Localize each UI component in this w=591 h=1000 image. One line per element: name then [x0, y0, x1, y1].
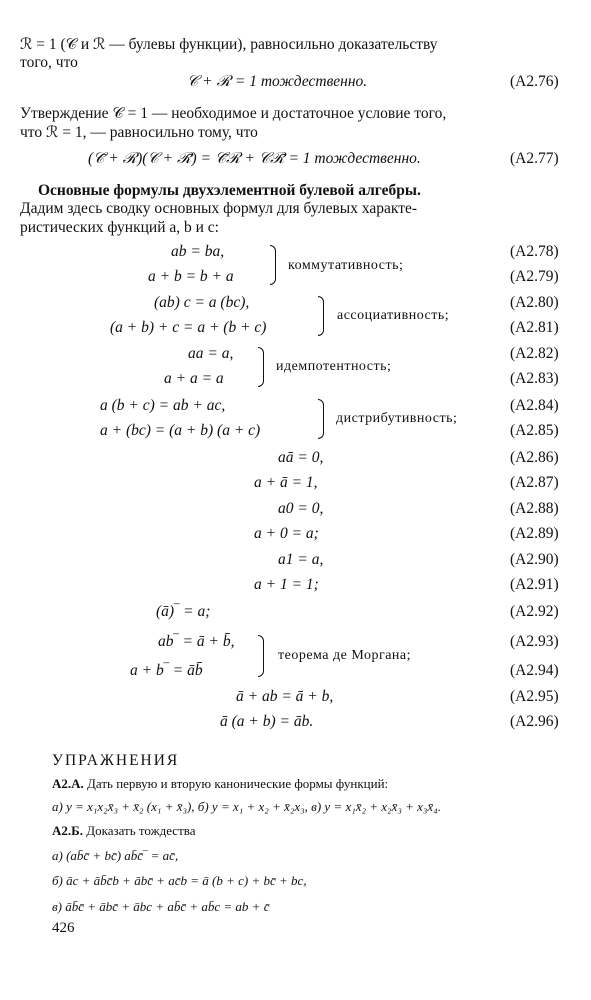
- exercise-a-number: A2.А.: [52, 776, 84, 791]
- label-distributivity: дистрибутивность;: [336, 411, 458, 426]
- equation-number: (A2.76): [510, 73, 559, 90]
- exercise-b-item-3: в) āb̄c̄ + ābc̄ + ābc + ab̄c̄ + ab̄c = ab + c̄: [52, 899, 270, 914]
- formula: aā = 0,: [278, 449, 324, 466]
- equation-number: (A2.86): [510, 449, 559, 466]
- equation-number: (A2.93): [510, 633, 559, 650]
- exercise-a-items: а) y = x₁x₂x̄₃ + x̄₂ (x₁ + x̄₃), б) y = x₁ + x₂ + x̄₂x₃, в) y = x₁x̄₂ + x₂x̄₃ + x₃x̄₄.: [52, 799, 441, 814]
- exercises-title: УПРАЖНЕНИЯ: [52, 752, 180, 769]
- equation-number: (A2.96): [510, 713, 559, 730]
- formula: ā (a + b) = āb.: [220, 713, 314, 730]
- formula: a + (bc) = (a + b) (a + c): [100, 422, 261, 439]
- exercise-b-number: A2.Б.: [52, 823, 83, 838]
- equation-a2-76: 𝒞 + ℛ = 1 тождественно.: [187, 73, 368, 90]
- exercise-b-item-2: б) āc + āb̄c̄b + ābc̄ + ac̄b = ā (b + c) + bc̄ + bc,: [52, 873, 307, 888]
- equation-number: (A2.90): [510, 551, 559, 568]
- section-heading: Основные формулы двухэлементной булевой алгебры.: [38, 182, 421, 199]
- exercise-a-text: Дать первую и вторую канонические формы функций:: [87, 776, 389, 791]
- formula: ab‾ = ā + b̄,: [158, 633, 235, 650]
- intro-line-3: Утверждение 𝒞 = 1 — необходимое и достаточное условие того,: [20, 105, 447, 122]
- equation-number: (A2.78): [510, 243, 559, 260]
- exercise-b-item-1: а) (ab̄c̄ + bc̄) ab̄c̄‾ = ac̄,: [52, 848, 179, 863]
- equation-number: (A2.91): [510, 576, 559, 593]
- label-associativity: ассоциативность;: [337, 308, 450, 323]
- exercise-b-text: Доказать тождества: [86, 823, 196, 838]
- equation-number: (A2.79): [510, 268, 559, 285]
- brace: [258, 347, 264, 387]
- equation-number: (A2.88): [510, 500, 559, 517]
- formula: (ā)‾ = a;: [156, 603, 211, 620]
- brace: [318, 399, 324, 439]
- section-text-1: Дадим здесь сводку основных формул для булевых характе-: [20, 200, 418, 217]
- equation-number: (A2.89): [510, 525, 559, 542]
- label-de-morgan: теорема де Моргана;: [278, 648, 412, 663]
- formula: a + a = a: [164, 370, 224, 387]
- intro-line-2: того, что: [20, 54, 78, 71]
- label-idempotency: идемпотентность;: [276, 359, 392, 374]
- formula: a0 = 0,: [278, 500, 324, 517]
- equation-number: (A2.83): [510, 370, 559, 387]
- formula: a + ā = 1,: [254, 474, 318, 491]
- equation-number: (A2.92): [510, 603, 559, 620]
- formula: a + b‾ = āb̄: [130, 662, 203, 679]
- equation-number: (A2.77): [510, 150, 559, 167]
- section-text-2: ристических функций a, b и c:: [20, 219, 219, 236]
- page-number: 426: [52, 920, 75, 936]
- equation-number: (A2.80): [510, 294, 559, 311]
- formula: a1 = a,: [278, 551, 324, 568]
- formula: aa = a,: [188, 345, 234, 362]
- equation-number: (A2.84): [510, 397, 559, 414]
- brace: [270, 245, 276, 285]
- intro-line-4: что ℛ = 1, — равносильно тому, что: [20, 124, 258, 141]
- equation-number: (A2.81): [510, 319, 559, 336]
- label-commutativity: коммутативность;: [288, 258, 404, 273]
- formula: (ab) c = a (bc),: [154, 294, 250, 311]
- equation-number: (A2.94): [510, 662, 559, 679]
- equation-number: (A2.87): [510, 474, 559, 491]
- brace: [318, 296, 324, 336]
- equation-a2-77: (𝒞̄ + ℛ)(𝒞 + ℛ̄) = 𝒞̄ℛ + 𝒞ℛ̄ = 1 тождественно.: [88, 150, 421, 167]
- formula: a + 0 = a;: [254, 525, 319, 542]
- brace: [258, 635, 264, 677]
- formula: ab = ba,: [171, 243, 225, 260]
- formula: a (b + c) = ab + ac,: [100, 397, 226, 414]
- formula: (a + b) + c = a + (b + c): [110, 319, 267, 336]
- formula: ā + ab = ā + b,: [236, 688, 334, 705]
- intro-line-1: ℛ = 1 (𝒞 и ℛ — булевы функции), равносильно доказательству: [20, 36, 438, 53]
- equation-number: (A2.85): [510, 422, 559, 439]
- formula: a + b = b + a: [148, 268, 234, 285]
- formula: a + 1 = 1;: [254, 576, 319, 593]
- equation-number: (A2.95): [510, 688, 559, 705]
- equation-number: (A2.82): [510, 345, 559, 362]
